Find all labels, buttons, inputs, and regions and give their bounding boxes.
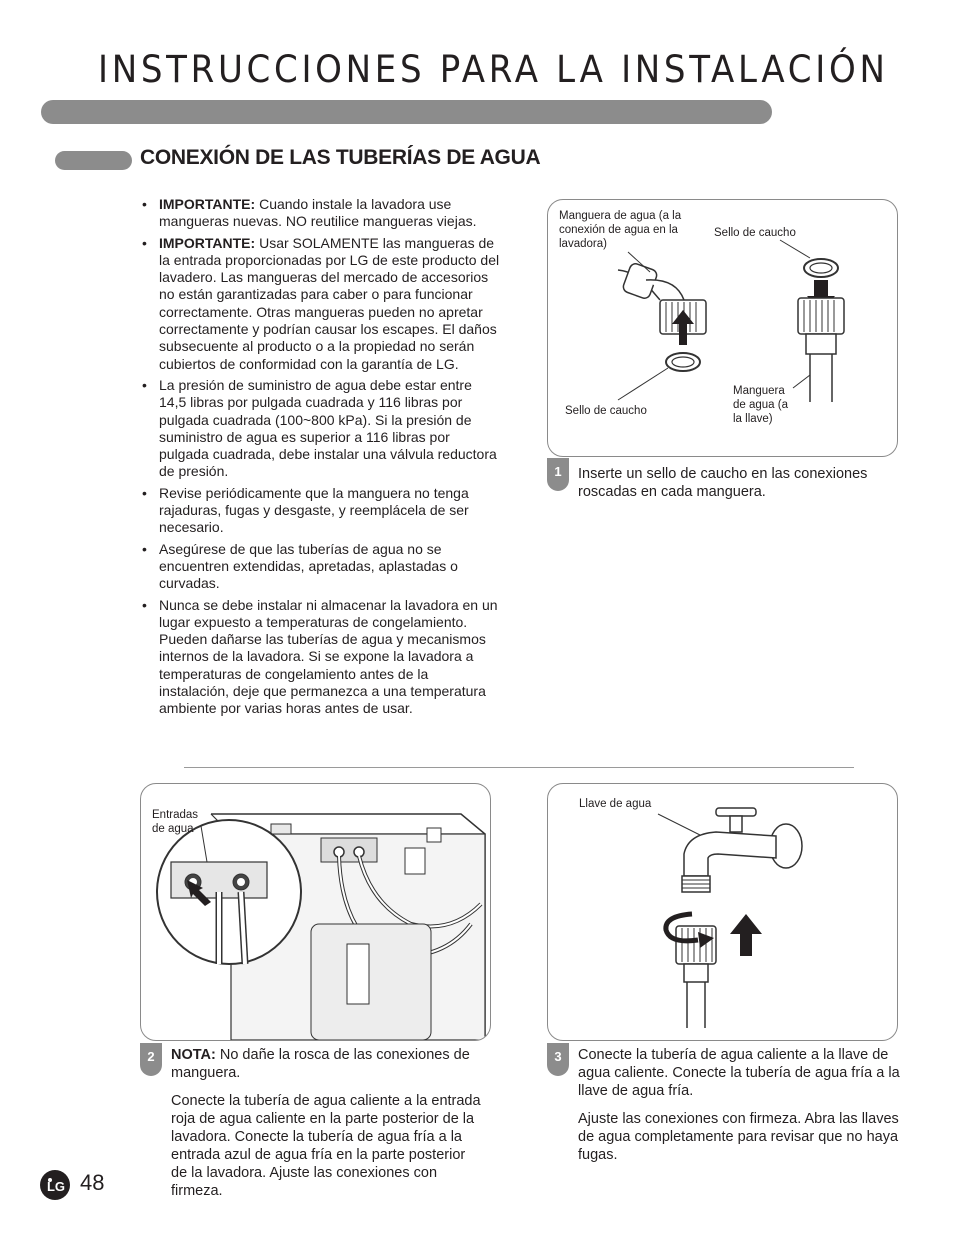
section-pill-decoration: [55, 151, 132, 170]
step2-note-bold: NOTA:: [171, 1047, 216, 1063]
list-item: [140, 541, 500, 593]
label-seal-top: Sello de caucho: [714, 227, 796, 239]
bullet-text: Nunca se debe instalar ni almacenar la lavadora en un lugar expuesto a temperaturas de congelamiento. Pueden dañarse las tuberías de agua y mecanismos internos de la lavadora. Si se expone la lavadora a temperaturas de congelamiento antes de la instalación, deje que permanezca a una temperatura ambiente por varias horas antes de usar.: [159, 596, 498, 717]
step1-illustration-panel: [547, 199, 898, 457]
label-hose-faucet: Manguera de agua (a la llave): [733, 385, 788, 425]
step1-text: Inserte un sello de caucho en las conexiones roscadas en cada manguera.: [578, 466, 868, 500]
list-item: [140, 235, 500, 373]
step2-text: Conecte la tubería de agua caliente a la entrada roja de agua caliente en la parte posterior de la lavadora. Conecte la tubería de agua fría a la entrada azul de agua fría en la parte posterior de la lavadora. Ajuste las conexiones con firmeza.: [171, 1093, 481, 1199]
section-title: CONEXIÓN DE LAS TUBERÍAS DE AGUA: [140, 146, 541, 169]
bullet-text: Usar SOLAMENTE las mangueras de la entrada proporcionadas por LG de este producto del lavadero. Las mangueras del mercado de accesorios no están garantizadas para caber o para funcionar correctamente. Otras mangueras pueden no apretar correctamente y podrían causar los escapes. El daños subsecuente al producto o a la propiedad no serán cubiertos de conformidad con la garantía de LG.: [159, 234, 500, 372]
list-item: [140, 597, 500, 718]
step2-text-block: [171, 1046, 483, 1210]
list-item: [140, 485, 500, 537]
faucet-spout: [684, 832, 776, 876]
step2-number-tab: 2: [140, 1043, 162, 1076]
threaded-coupling-right: [798, 298, 844, 334]
step3-illustration-panel: [547, 783, 898, 1041]
bullet-text: Asegúrese de que las tuberías de agua no se encuentren extendidas, apretadas, aplastadas o curvadas.: [159, 540, 458, 592]
bullet-bold: IMPORTANTE:: [159, 234, 256, 251]
section-divider: [184, 767, 854, 768]
title-bar-decoration: [41, 100, 772, 124]
step1-number-tab: 1: [547, 458, 569, 491]
page-title: INSTRUCCIONES PARA LA INSTALACIÓN: [98, 48, 889, 91]
label-hose-washer: Manguera de agua (a la conexión de agua en la lavadora): [559, 210, 682, 250]
step3-number-tab: 3: [547, 1043, 569, 1076]
list-item: [140, 377, 500, 481]
lg-logo-text: LG: [46, 1179, 66, 1194]
label-faucet: Llave de agua: [579, 798, 652, 810]
bullet-text: Cuando instale la lavadora use mangueras nuevas. NO reutilice mangueras viejas.: [159, 196, 477, 230]
list-item: [140, 196, 500, 231]
step2-illustration-panel: [140, 783, 491, 1041]
lg-logo: [39, 1169, 71, 1201]
step2-note: [171, 1046, 483, 1082]
label-seal-bottom: Sello de caucho: [565, 405, 647, 417]
step3-text-block: [578, 1046, 900, 1174]
label-water-inlets: Entradas de agua: [152, 809, 199, 835]
arrow-up-icon: [730, 914, 762, 956]
step2-note-text: No dañe la rosca de las conexiones de manguera.: [171, 1047, 470, 1081]
bullet-text: La presión de suministro de agua debe estar entre 14,5 libras por pulgada cuadrada y 116 libras por pulgada cuadrada (100~800 kPa). Si la presión de suministro de agua es superior a 116 libras por pulgada cuadrada, debe instalar una válvula reductora de presión.: [159, 376, 497, 480]
bullet-text: Revise periódicamente que la manguera no tenga rajaduras, fugas y desgaste, y reemplácela de ser necesario.: [159, 484, 469, 536]
faucet-illustration: [548, 784, 897, 1040]
step3-text-1: Conecte la tubería de agua caliente a la llave de agua caliente. Conecte la tubería de agua fría a la llave de agua fría.: [578, 1047, 900, 1099]
bullet-list: [140, 196, 500, 722]
bullet-bold: IMPORTANTE:: [159, 196, 256, 212]
page-number: 48: [80, 1170, 105, 1195]
step3-text-2: Ajuste las conexiones con firmeza. Abra las llaves de agua completamente para revisar que no haya fugas.: [578, 1111, 899, 1163]
